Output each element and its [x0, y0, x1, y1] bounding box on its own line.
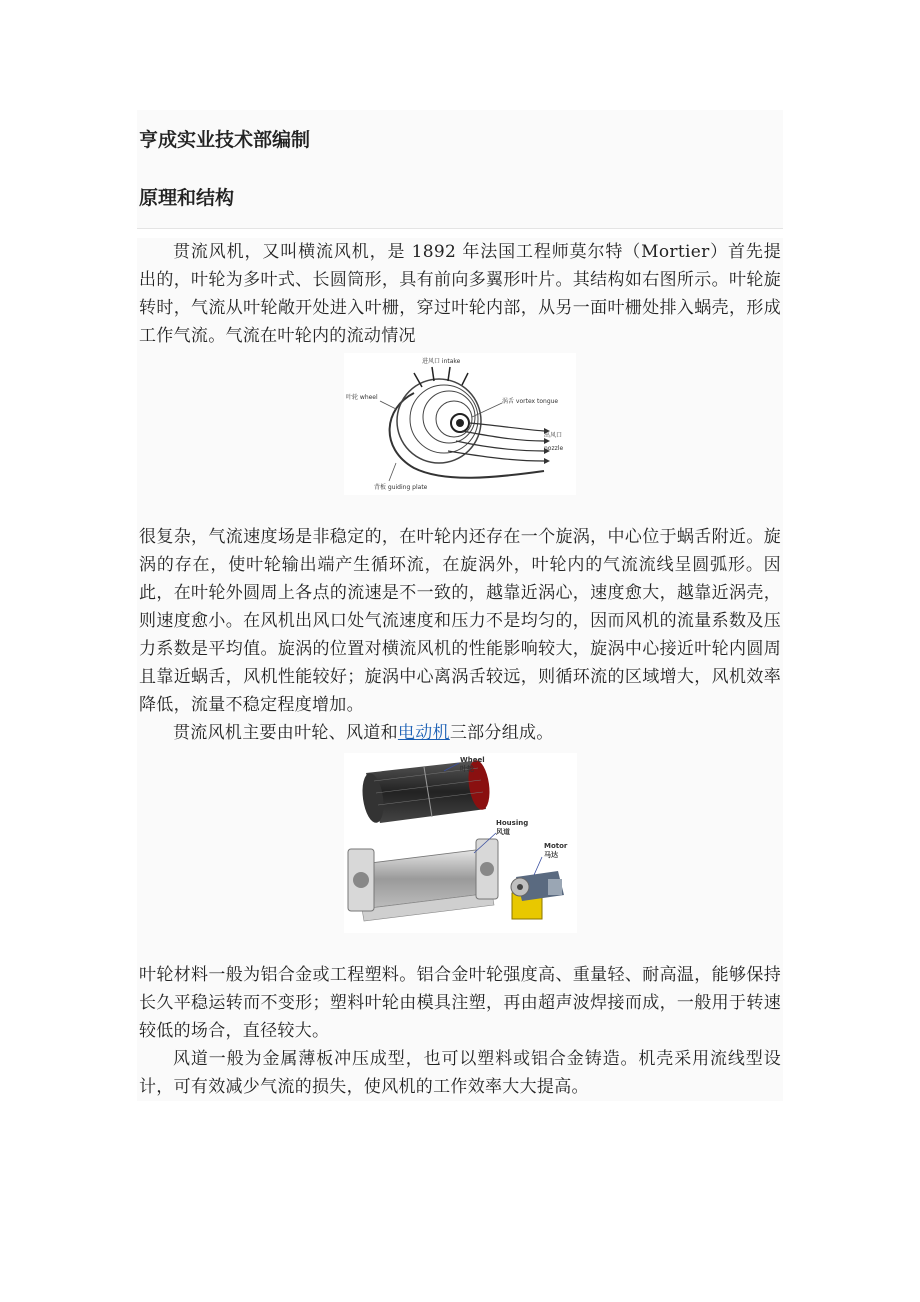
nozzle-label: nozzle: [544, 445, 564, 452]
paragraph-intro: 贯流风机，又叫横流风机，是 1892 年法国工程师莫尔特（Mortier）首先提出的，叶轮为多叶式、长圆筒形，具有前向多翼形叶片。其结构如右图所示。叶轮旋转时，气流从叶轮敞开处进入叶栅，穿过叶轮内部，从另一面叶栅处排入蜗壳，形成工作气流。气流在叶轮内的流动情况: [139, 242, 781, 346]
fan-components-illustration: [344, 753, 577, 933]
document-header: [137, 110, 783, 229]
airflow-diagram: [344, 353, 576, 495]
housing-cn-label: 风道: [495, 828, 510, 836]
wheel-en-label: Wheel: [459, 756, 485, 764]
housing-en-label: Housing: [495, 819, 528, 827]
components-text-before: 贯流风机主要由叶轮、风道和: [173, 723, 398, 743]
motor-en-label: Motor: [543, 842, 567, 850]
intake-label: 进风口 intake: [422, 358, 461, 365]
company-heading: 亨成实业技术部编制: [139, 129, 311, 151]
airflow-diagram-svg: [344, 353, 576, 495]
document-page: [137, 110, 783, 1101]
guiding-plate-label: 背板 guiding plate: [374, 484, 428, 491]
outlet-label: 出风口: [544, 432, 563, 439]
fan-components-svg: [344, 753, 577, 933]
paragraph-housing: 风道一般为金属薄板冲压成型，也可以塑料或铝合金铸造。机壳采用流线型设计，可有效减少气流的损失，使风机的工作效率大大提高。: [139, 1049, 781, 1097]
paragraph-components: [137, 719, 783, 747]
vortex-tongue-label: 涡舌 vortex tongue: [502, 398, 559, 405]
wheel-label: 叶轮 wheel: [346, 394, 378, 401]
paragraph-wheel-material: 叶轮材料一般为铝合金或工程塑料。铝合金叶轮强度高、重量轻、耐高温，能够保持长久平稳运转而不变形；塑料叶轮由模具注塑，再由超声波焊接而成，一般用于转速较低的场合，直径较大。: [139, 965, 781, 1041]
content-body: [137, 238, 783, 1101]
components-text-after: 三部分组成。: [449, 723, 554, 743]
section-title: 原理和结构: [139, 187, 235, 209]
motor-link[interactable]: 电动机: [397, 723, 450, 743]
wheel-cn-label: 叶轮: [459, 765, 474, 773]
motor-cn-label: 马达: [543, 851, 558, 859]
motor-part: [511, 871, 564, 919]
paragraph-vortex: 很复杂，气流速度场是非稳定的，在叶轮内还存在一个旋涡，中心位于蜗舌附近。旋涡的存在，使叶轮输出端产生循环流，在旋涡外，叶轮内的气流流线呈圆弧形。因此，在叶轮外圆周上各点的流速是不一致的，越靠近涡心，速度愈大，越靠近涡壳，则速度愈小。在风机出风口处气流速度和压力不是均匀的，因而风机的流量系数及压力系数是平均值。旋涡的位置对横流风机的性能影响较大，旋涡中心接近叶轮内圆周且靠近蜗舌，风机性能较好；旋涡中心离涡舌较远，则循环流的区域增大，风机效率降低，流量不稳定程度增加。: [139, 527, 781, 715]
